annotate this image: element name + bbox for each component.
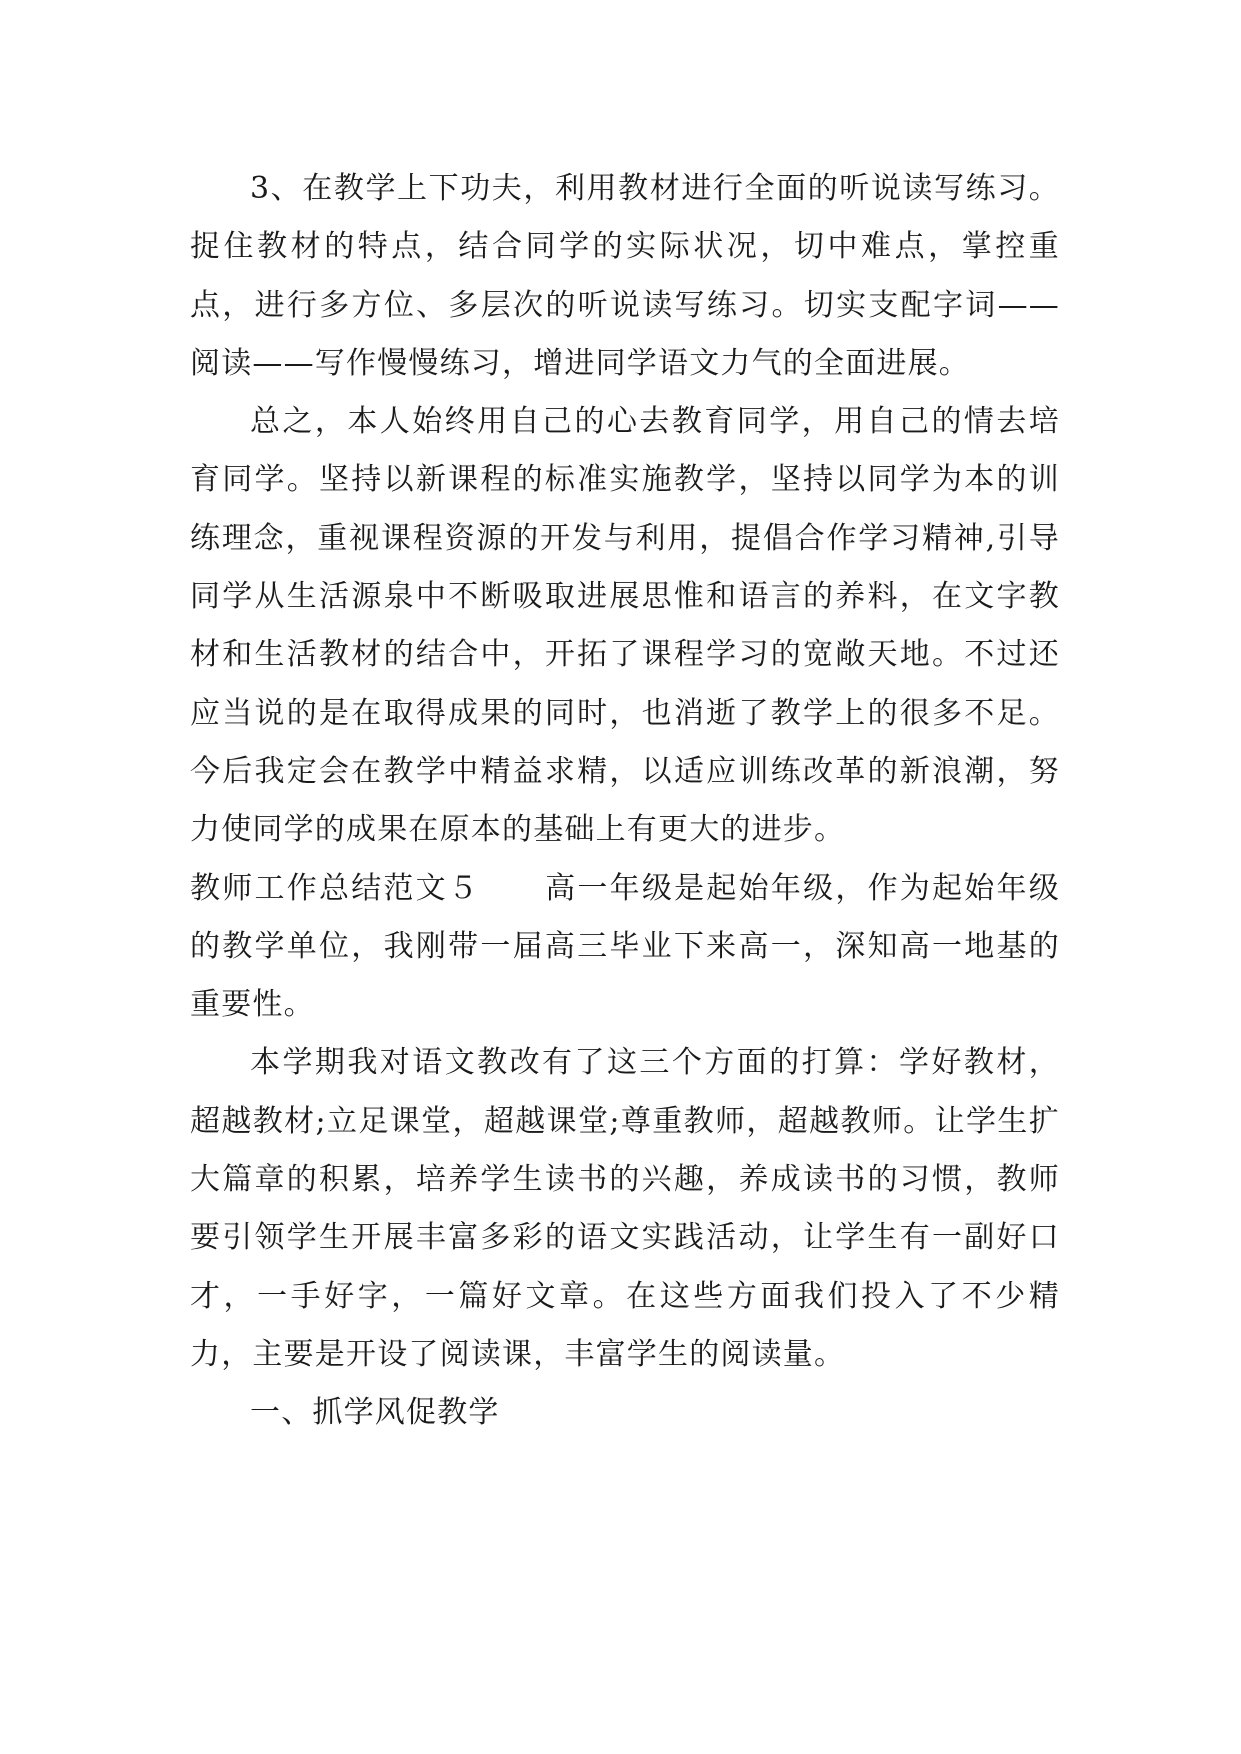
section-title: 教师工作总结范文５ xyxy=(190,870,481,906)
paragraph-summary: 总之，本人始终用自己的心去教育同学，用自己的情去培育同学。坚持以新课程的标准实施教学，坚持以同学为本的训练理念，重视课程资源的开发与利用，提倡合作学习精神,引导同学从生活源泉中不断吸取进展思惟和语言的养料，在文字教材和生活教材的结合中，开拓了课程学习的宽敞天地。不过还应当说的是在取得成果的同时，也消逝了教学上的很多不足。今后我定会在教学中精益求精，以适应训练改革的新浪潮，努力使同学的成果在原本的基础上有更大的进步。 xyxy=(190,404,1060,848)
paragraph-semester-plan: 本学期我对语文教改有了这三个方面的打算：学好教材，超越教材;立足课堂，超越课堂;尊重教师，超越教师。让学生扩大篇章的积累，培养学生读书的兴趣，养成读书的习惯，教师要引领学生开展丰富多彩的语文实践活动，让学生有一副好口才，一手好字，一篇好文章。在这些方面我们投入了不少精力，主要是开设了阅读课，丰富学生的阅读量。 xyxy=(190,1045,1060,1372)
document-body xyxy=(190,160,1060,1443)
section-intro-text: 高一年级是起始年级，作为起始年级的教学单位，我刚带一届高三毕业下来高一，深知高一地基的重要性。 xyxy=(190,870,1060,1023)
paragraph-teaching-practice: 3、在教学上下功夫，利用教材进行全面的听说读写练习。捉住教材的特点，结合同学的实际状况，切中难点，掌控重点，进行多方位、多层次的听说读写练习。切实支配字词——阅读——写作慢慢练习，增进同学语文力气的全面进展。 xyxy=(190,171,1060,381)
subheading-study-style: 一、抓学风促教学 xyxy=(250,1395,500,1431)
section-paragraph-sample-5 xyxy=(190,860,1060,1035)
